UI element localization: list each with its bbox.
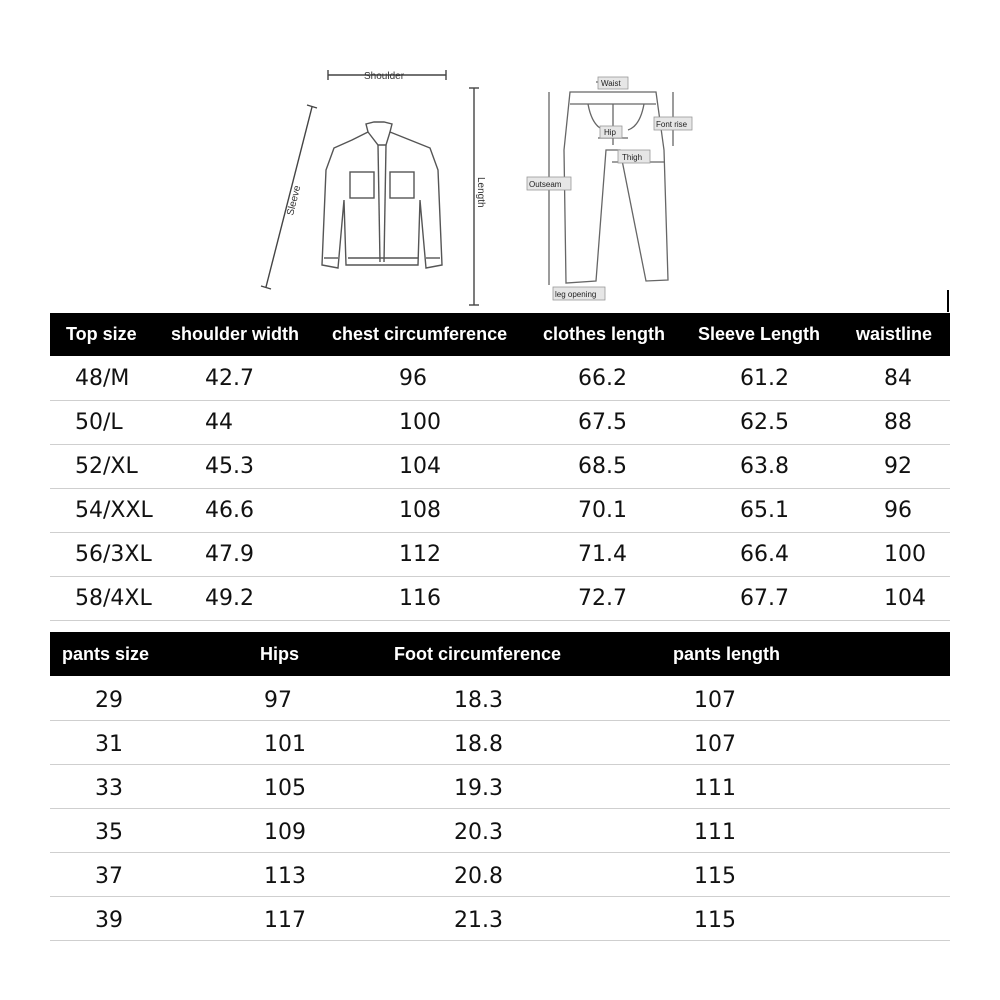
cell-top-size: 54/XXL [75, 498, 153, 523]
cell-top-size: 48/M [75, 366, 130, 391]
cell-clothes-length: 66.2 [578, 366, 627, 391]
cell-pants-length: 107 [694, 688, 736, 713]
cell-sleeve-length: 61.2 [740, 366, 789, 391]
cell-hips: 117 [264, 908, 306, 933]
measurement-diagrams [0, 0, 1000, 312]
outseam-label: Outseam [529, 180, 562, 189]
table-row [50, 896, 950, 941]
cell-clothes-length: 67.5 [578, 410, 627, 435]
cell-sleeve-length: 62.5 [740, 410, 789, 435]
cell-waistline: 104 [884, 586, 926, 611]
cell-sleeve-length: 65.1 [740, 498, 789, 523]
shoulder-label: Shoulder [364, 71, 405, 82]
cell-pants-size: 39 [95, 908, 123, 933]
thigh-label: Thigh [622, 153, 643, 162]
pants-size-header-row [50, 632, 950, 676]
header-shoulder-width: shoulder width [171, 324, 299, 344]
table-row [50, 808, 950, 853]
table-row [50, 444, 950, 489]
cell-hips: 101 [264, 732, 306, 757]
cell-pants-size: 29 [95, 688, 123, 713]
waist-label: Waist [601, 79, 621, 88]
cell-clothes-length: 68.5 [578, 454, 627, 479]
cell-top-size: 58/4XL [75, 586, 152, 611]
cell-pants-length: 107 [694, 732, 736, 757]
cell-pants-length: 111 [694, 776, 736, 801]
table-row [50, 576, 950, 621]
cell-sleeve-length: 66.4 [740, 542, 789, 567]
header-foot-circumference: Foot circumference [394, 644, 562, 664]
table-row [50, 852, 950, 897]
cell-shoulder-width: 44 [205, 410, 233, 435]
cell-foot-circumference: 20.3 [454, 820, 503, 845]
cell-waistline: 96 [884, 498, 912, 523]
leg-opening-label: leg opening [555, 290, 597, 299]
cell-shoulder-width: 46.6 [205, 498, 254, 523]
header-pants-size: pants size [62, 644, 150, 664]
cell-top-size: 50/L [75, 410, 123, 435]
cell-sleeve-length: 63.8 [740, 454, 789, 479]
cell-top-size: 52/XL [75, 454, 138, 479]
cell-pants-length: 111 [694, 820, 736, 845]
cell-pants-size: 33 [95, 776, 123, 801]
header-clothes-length: clothes length [543, 324, 666, 344]
cell-pants-size: 35 [95, 820, 123, 845]
cell-clothes-length: 71.4 [578, 542, 627, 567]
cell-clothes-length: 72.7 [578, 586, 627, 611]
table-row [50, 764, 950, 809]
cell-pants-length: 115 [694, 908, 736, 933]
table-row [50, 356, 950, 401]
cell-top-size: 56/3XL [75, 542, 152, 567]
header-top-size: Top size [66, 324, 137, 344]
cell-foot-circumference: 18.8 [454, 732, 503, 757]
top-size-header-row [50, 313, 950, 356]
header-sleeve-length: Sleeve Length [698, 324, 821, 344]
cell-waistline: 92 [884, 454, 912, 479]
cell-sleeve-length: 67.7 [740, 586, 789, 611]
cell-shoulder-width: 45.3 [205, 454, 254, 479]
cell-pants-size: 31 [95, 732, 123, 757]
cell-foot-circumference: 21.3 [454, 908, 503, 933]
header-hips: Hips [260, 644, 300, 664]
front-rise-label: Font rise [656, 120, 688, 129]
length-label: Length [475, 177, 486, 208]
cell-chest: 112 [399, 542, 441, 567]
table-row [50, 720, 950, 765]
top-size-table [50, 313, 950, 633]
table-row [50, 532, 950, 577]
cell-foot-circumference: 20.8 [454, 864, 503, 889]
cell-chest: 108 [399, 498, 441, 523]
cell-waistline: 100 [884, 542, 926, 567]
cell-hips: 113 [264, 864, 306, 889]
pants-size-table [50, 632, 950, 952]
cell-shoulder-width: 49.2 [205, 586, 254, 611]
cell-hips: 97 [264, 688, 292, 713]
cell-waistline: 84 [884, 366, 912, 391]
header-pants-length: pants length [673, 644, 780, 664]
table-row [50, 400, 950, 445]
cell-chest: 100 [399, 410, 441, 435]
cell-waistline: 88 [884, 410, 912, 435]
cell-pants-length: 115 [694, 864, 736, 889]
cell-clothes-length: 70.1 [578, 498, 627, 523]
cell-chest: 104 [399, 454, 441, 479]
table-row [50, 676, 950, 721]
cell-chest: 96 [399, 366, 427, 391]
diagram-svg [0, 0, 1000, 312]
cell-shoulder-width: 47.9 [205, 542, 254, 567]
header-chest-circumference: chest circumference [332, 324, 508, 344]
cell-foot-circumference: 18.3 [454, 688, 503, 713]
sleeve-label: Sleeve [285, 184, 304, 217]
table-row [50, 488, 950, 533]
hip-label: Hip [604, 128, 617, 137]
cell-hips: 105 [264, 776, 306, 801]
cell-shoulder-width: 42.7 [205, 366, 254, 391]
cell-foot-circumference: 19.3 [454, 776, 503, 801]
cell-hips: 109 [264, 820, 306, 845]
cell-chest: 116 [399, 586, 441, 611]
cell-pants-size: 37 [95, 864, 123, 889]
header-waistline: waistline [856, 324, 933, 344]
